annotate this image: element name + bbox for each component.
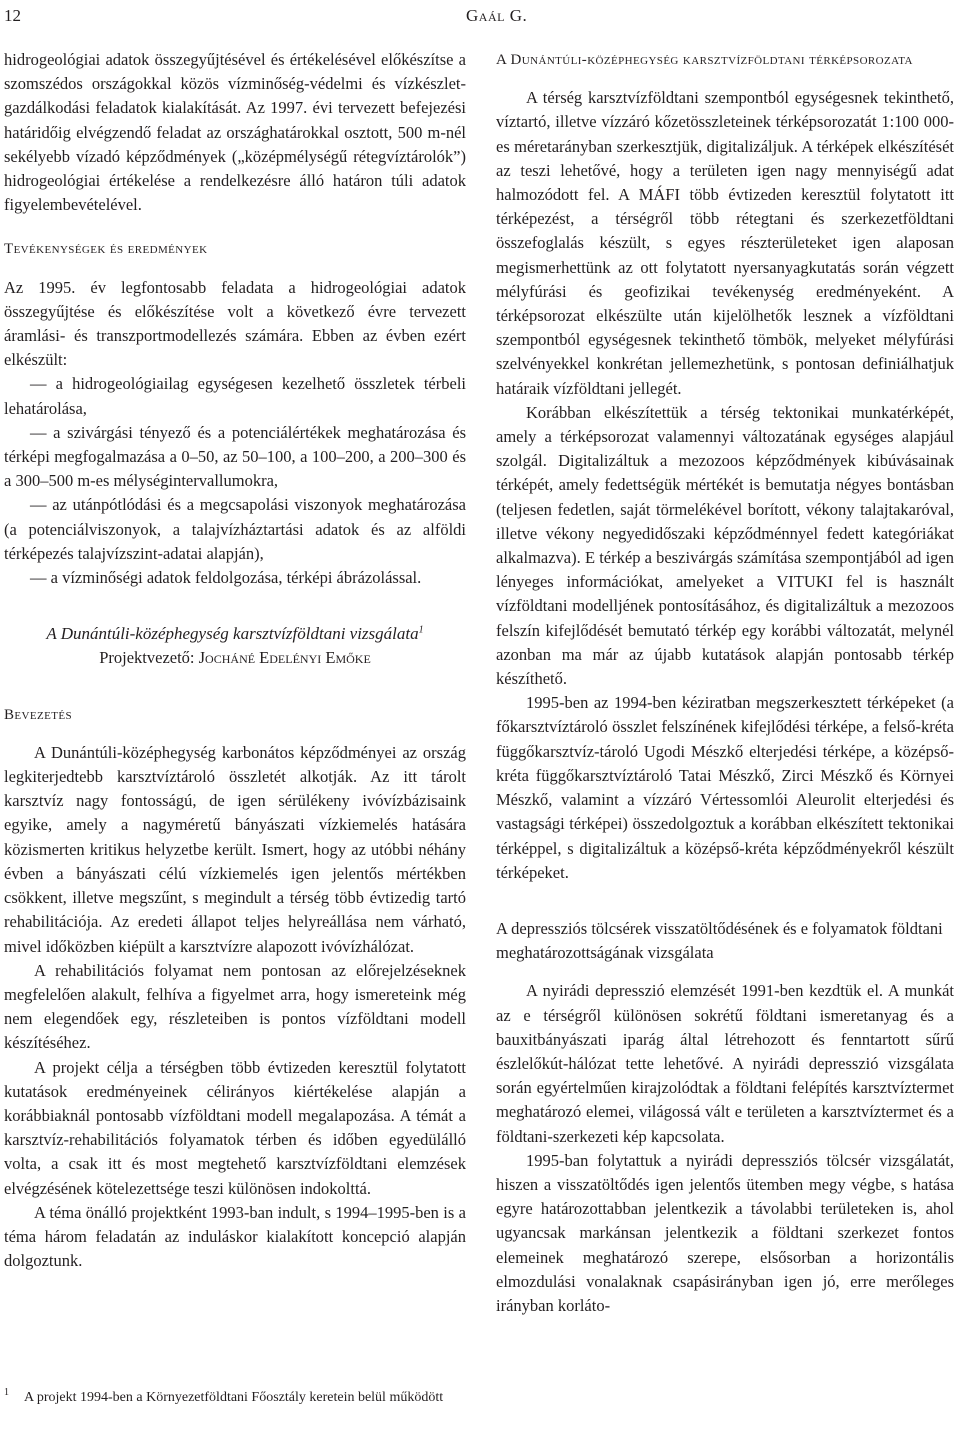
paragraph: 1995-ban folytattuk a nyirádi depressziós tölcsér vizsgálatát, hiszen a visszatöltődés igen jelentős ütemben megy végbe, s hatása egyre határozottabban jelentkezik a távolabbi területeken is, ahol ugyancsak markánsan jelentkezik a földtani szerkezet fontos elemeinek meghatározó szerepe, elsősorban a horizontális elmozdulási vonalaknak csapásirányban igen jó, erre merőleges irányban korláto-	[496, 1150, 954, 1315]
footnote: 1 A projekt 1994-ben a Környezetföldtani Főosztály keretein belül működött	[4, 1387, 444, 1405]
footnote-reference: 1	[418, 624, 424, 636]
section-title	[4, 622, 466, 646]
heading-introduction: Bevezetés	[4, 706, 72, 723]
running-header-author: Gaál G.	[466, 6, 528, 25]
heading-activities-results: Tevékenységek és eredmények	[4, 241, 208, 258]
list-item: — a szivárgási tényező és a potenciálértékek meghatározása és térképi megfogalmazása a 0–50, az 50–100, a 100–200, a 200–300 és a 300–500 m-es mélységintervallumokra,	[4, 422, 466, 491]
section-title-text: A Dunántúli-középhegység karsztvízföldtani vizsgálata	[46, 624, 419, 644]
paragraph: A projekt célja a térségben több évtizeden keresztül folytatott kutatások eredményeinek célirányos kiértékelése alapján a korábbiaknál pontosabb vízföldtani modell megalapozása. A témát a karsztvíz-rehabilitációs folyamatok térben és időben egyedülálló volta, a csak itt és most megtehető karsztvízföldtani elemzések elvégzésének kötelezettsége teszi különösen indokolttá.	[4, 1057, 466, 1198]
paragraph-intro-continued: hidrogeológiai adatok összegyűjtésével és értékelésével előkészítse a szomszédos országokkal közös vízminőség-védelmi és vízkészlet-gazdálkodási feladatok kialakítását. Az 1997. évi tervezett befejezési határidőig elvégzendő feladat az országhatárokkal osztott, 500 m-nél sekélyebb vízadó képződmények („középmélységű rétegvíztárolók”) hidrogeológiai értékelése a rendelkezésre álló határon túli adatok figyelembevételével.	[4, 50, 466, 215]
paragraph: A téma önálló projektként 1993-ban indult, s 1994–1995-ben is a téma három feladatán az induláskor kialakított koncepció alapján dolgoztunk.	[4, 1202, 466, 1271]
project-leader-name: Jocháné Edelényi Emőke	[198, 648, 371, 668]
list-item: — a vízminőségi adatok feldolgozása, térképi ábrázolással.	[30, 568, 422, 588]
paragraph: A rehabilitációs folyamat nem pontosan az előrejelzéseknek megfelelően alakult, felhíva a figyelmet arra, hogy ismereteink még nem elegendőek egy, részleteiben is pontos vízföldtani modell készítéséhez.	[4, 960, 466, 1053]
paragraph: A Dunántúli-középhegység karbonátos képződményei az ország legkiterjedtebb karsztvíztároló összletét alkotják. Az itt tárolt karsztvíz nagy fontosságú, de igen sérülékeny ivóvízbázisaink egyike, amely a nagyméretű bányászati vízkiemelés hatására közismerten kritikus helyzetbe került. Ismert, hogy az utóbbi néhány évben a bányászati célú vízkiemelés igen jelentős mértékben csökkent, illetve megszűnt, s megindult a térség több évtizedig tartó rehabilitációja. Az eredeti állapot teljes helyreállása nem várható, mivel időközben kiépült a karsztvízre alapozott ivóvízhálózat.	[4, 742, 466, 956]
footnote-text: A projekt 1994-ben a Környezetföldtani Főosztály keretein belül működött	[24, 1390, 444, 1405]
heading-depression-cones: A depressziós tölcsérek visszatöltődésének és e folyamatok földtani meghatározottságának vizsgálata	[496, 918, 943, 963]
right-column	[496, 48, 954, 1318]
paragraph: A nyirádi depresszió elemzését 1991-ben kezdtük el. A munkát az e térségről különösen sokrétű földtani ismeretanyag és a bauxitbányászati iparág által létrehozott és fenntartott sűrű észlelőkút-hálózat tette lehetővé. A nyirádi depresszió vizsgálata során egyértelműen kirajzolódtak a földtani felépítés karsztvíztermet meghatározó elemei, világossá vált e területen a karsztvíztermet és a földtani-szerkezeti kép kapcsolata.	[496, 981, 954, 1146]
list-item: — a hidrogeológiailag egységesen kezelhető összletek térbeli lehatárolása,	[4, 374, 466, 418]
project-leader	[4, 646, 466, 670]
paragraph: Korábban elkészítettük a térség tektonikai munkatérképét, amely a térképsorozat valamennyi változatának egységes alapjául szolgál. Digitalizáltuk a mezozoos képződmények kibúvásainak térképét, amely fedettségük mértékét is bemutatja négyes bontásban (teljesen fedetlen, saját törmelékével borított, vékony talajtakaróval, illetve vékony negyedidőszaki képződménnyel fedett kategóriákat alkalmazva). E térkép a beszivárgás számítása szempontjából ad igen lényeges információkat, amelyeket a VITUKI fel is használt vízföldtani modelljének pontosításához, és digitalizáltuk a mezozoos felszín kifejlődését bemutató térkép egy korábbi változatát, melynél azonban ma már az újabb kutatások alapján pontosabb térkép készíthető.	[496, 402, 954, 689]
heading-map-series: A Dunántúli-középhegység karsztvízföldtani térképsorozata	[496, 52, 913, 68]
page-number: 12	[4, 6, 21, 25]
paragraph-1995-tasks: Az 1995. év legfontosabb feladata a hidrogeológiai adatok összegyűjtése és előkészítése volt a következő évre tervezett áramlási- és transzportmodellezés számára. Ebben az évben ezért elkészült:	[4, 277, 466, 370]
paragraph: A térség karsztvízföldtani szempontból egységesnek tekinthető, víztartó, illetve vízzáró kőzetösszleteinek térképsorozatát 1:100 000-es méretarányban szerkesztjük, digitalizáljuk. A térképek elkészítését az teszi lehetővé, hogy a területen igen nagy mennyiségű adat halmozódott fel. A MÁFI több évtizeden keresztül folytatott itt térképezést, a térségről több rétegtani és szerkezetföldtani összefoglalás készült, s egyes részterületeket igen alaposan megismerhettünk az ott folytatott nyersanyagkutatás során végzett mélyfúrási és geofizikai tevékenység eredményeként. A térképsorozat elkészülte után kijelölhetők lesznek a vízföldtani szempontból egységesnek tekinthető tömbök, melyeket mélyfúrási szelvényekkel konkrétan jellemezhetünk, s pontosan definiálhatjuk határaik vízföldtani jellegét.	[496, 88, 954, 398]
left-column	[4, 48, 466, 1273]
list-item: — az utánpótlódási és a megcsapolási viszonyok meghatározása (a potenciálviszonyok, a talajvízháztartási adatok és az alföldi térképezés talajvízszint-adatai alapján),	[4, 495, 466, 563]
project-leader-label: Projektvezető:	[99, 648, 195, 668]
paragraph: 1995-ben az 1994-ben kéziratban megszerkesztett térképeket (a főkarsztvíztároló összlet felszínének kifejlődési térképe, a felső-kréta függőkarsztvíz-tároló Ugodi Mészkő elterjedési térképe, a középső-kréta függőkarsztvíztároló Tatai Mészkő, Zirci Mészkő és Környei Mészkő, valamint a vízzáró Vértessomlói Aleurolit elterjedési és vastagsági térképei) összedolgoztuk a korábban elkészített tektonikai térképpel, s digitalizáltuk a középső-kréta képződményekről készült térképeket.	[496, 693, 954, 882]
